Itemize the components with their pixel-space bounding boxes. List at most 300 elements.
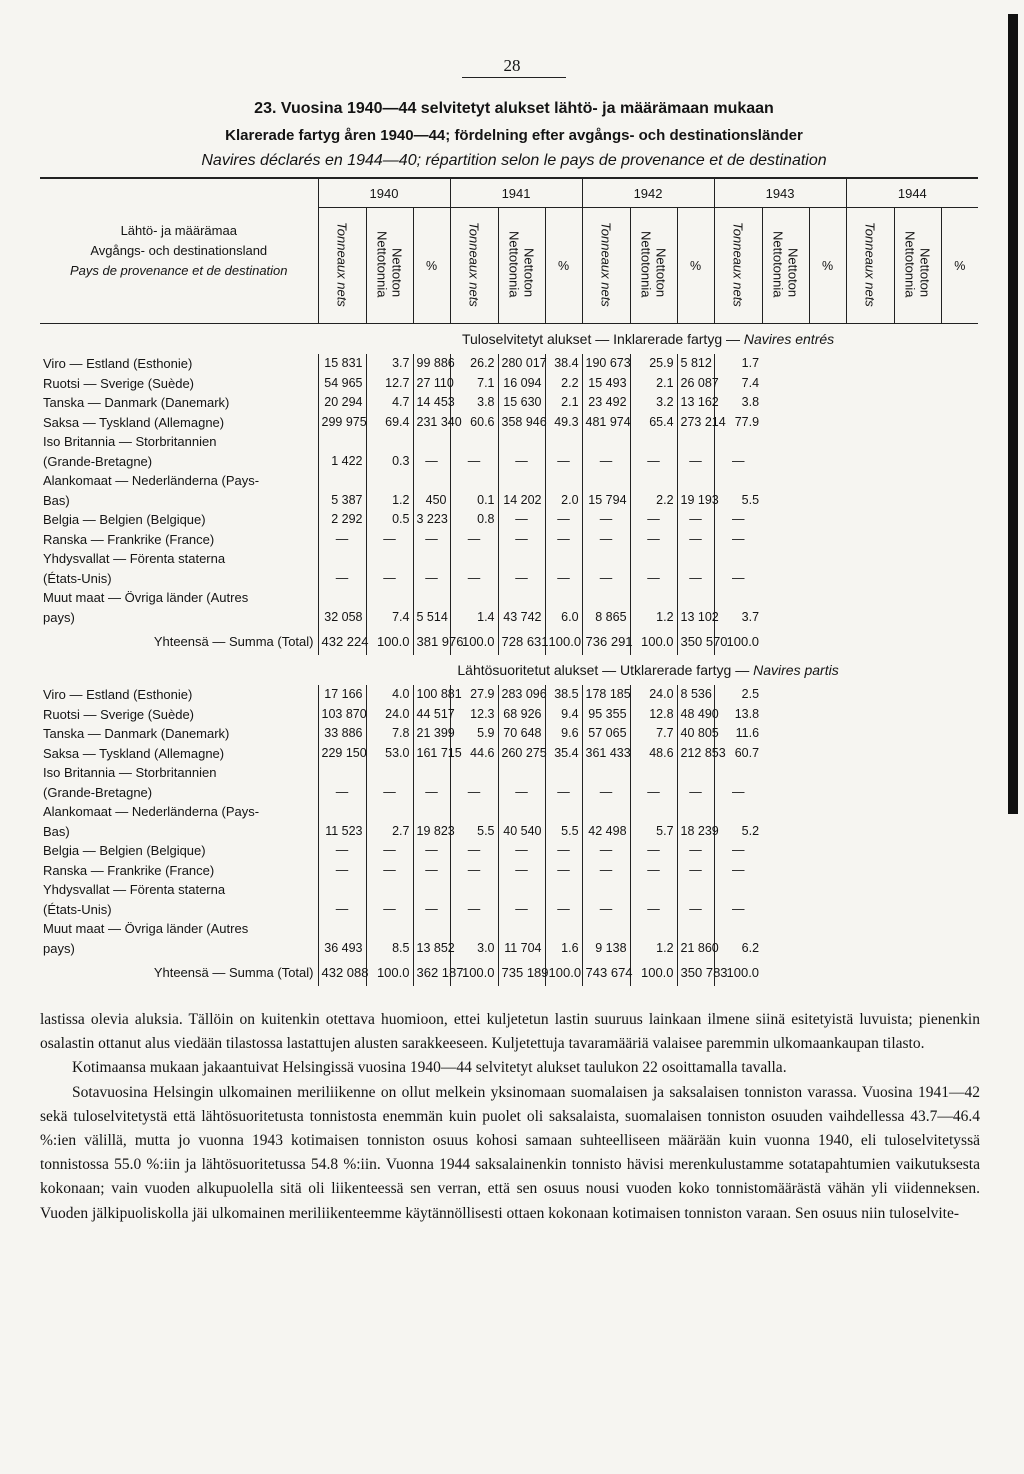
table-cell: —	[545, 900, 582, 920]
table-cell	[714, 802, 762, 822]
table-cell: 54 965	[318, 374, 366, 394]
row-label: (États-Unis)	[43, 570, 112, 586]
row-label: Iso Britannia — Storbritannien	[43, 765, 217, 780]
total-cell: 736 291	[582, 627, 630, 655]
table-cell: 95 355	[582, 705, 630, 725]
table-cell: 77.9	[714, 413, 762, 433]
table-cell	[714, 763, 762, 783]
row-label: Ranska — Frankrike (France)	[43, 531, 215, 547]
table-row	[40, 549, 978, 569]
table-cell	[366, 549, 413, 569]
table-cell: 273 214	[677, 413, 714, 433]
table-cell: 1.7	[714, 354, 762, 374]
table-head	[40, 178, 978, 324]
table-cell: —	[582, 861, 630, 881]
table-cell: 280 017	[498, 354, 545, 374]
table-cell	[545, 919, 582, 939]
table-title-french: Navires déclarés en 1944—40; répartition selon le pays de provenance et de destination	[201, 152, 827, 169]
table-cell: —	[318, 900, 366, 920]
table-row	[40, 413, 978, 433]
table-cell: 9.6	[545, 724, 582, 744]
row-label: Saksa — Tyskland (Allemagne)	[43, 745, 225, 761]
table-cell: —	[545, 530, 582, 550]
statistics-table	[40, 177, 978, 986]
table-cell: —	[450, 861, 498, 881]
year-header-1940: 1940	[318, 178, 450, 208]
table-cell: 1.2	[366, 491, 413, 511]
table-cell: 7.4	[714, 374, 762, 394]
year-header-1941: 1941	[450, 178, 582, 208]
table-cell: 2.7	[366, 822, 413, 842]
table-cell	[413, 549, 450, 569]
table-cell: 3.0	[450, 939, 498, 959]
table-cell	[714, 432, 762, 452]
section-title	[318, 324, 978, 355]
table-cell: —	[714, 900, 762, 920]
table-cell: 27.9	[450, 685, 498, 705]
table-cell: 8 865	[582, 608, 630, 628]
row-label: pays)	[43, 940, 75, 956]
table-cell: 190 673	[582, 354, 630, 374]
table-cell	[677, 802, 714, 822]
total-cell: 381 976	[413, 627, 450, 655]
col-nettotonnia-1943: NettotonniaNettoton	[762, 208, 809, 324]
table-cell: —	[413, 841, 450, 861]
paragraph-1: lastissa olevia aluksia. Tällöin on kuitenkin otettava huomioon, ettei kuljetetun lastin suuruus lainkaan ilmene siinä esitetyistä luvuista; pienenkin osalastin ottanut alus viedään tilastossa lastattujen alusten sarakkeeseen. Kuljetettuja tavaramääriä valaisee paremmin ulkomaankaupan tilasto.	[40, 1011, 980, 1053]
table-cell: 5.2	[714, 822, 762, 842]
table-cell	[318, 802, 366, 822]
table-cell: 16 094	[498, 374, 545, 394]
total-label: Yhteensä — Summa (Total)	[153, 964, 314, 980]
table-cell: —	[498, 841, 545, 861]
table-row	[40, 802, 978, 822]
table-cell: 5.7	[630, 822, 677, 842]
table-cell	[582, 919, 630, 939]
table-cell: 3.2	[630, 393, 677, 413]
table-row	[40, 783, 978, 803]
row-label: Yhdysvallat — Förenta staterna	[43, 882, 226, 897]
col-percent-1941: %	[545, 208, 582, 324]
table-cell: 40 805	[677, 724, 714, 744]
table-cell: 3 223	[413, 510, 450, 530]
table-cell: 7.7	[630, 724, 677, 744]
row-label: Yhdysvallat — Förenta staterna	[43, 551, 226, 566]
table-row	[40, 724, 978, 744]
table-cell	[450, 763, 498, 783]
table-cell	[677, 588, 714, 608]
total-cell: 743 674	[582, 958, 630, 986]
table-cell	[630, 919, 677, 939]
table-cell: —	[677, 569, 714, 589]
table-cell	[582, 802, 630, 822]
table-cell: 3.8	[714, 393, 762, 413]
table-cell	[450, 802, 498, 822]
table-cell: 11 704	[498, 939, 545, 959]
table-cell: —	[630, 900, 677, 920]
table-cell: 13 852	[413, 939, 450, 959]
table-cell	[450, 880, 498, 900]
table-cell: 13 102	[677, 608, 714, 628]
table-cell	[630, 432, 677, 452]
col-nettotonnia-1942: NettotonniaNettoton	[630, 208, 677, 324]
table-cell: 2.2	[630, 491, 677, 511]
table-cell	[318, 880, 366, 900]
row-label: Tanska — Danmark (Danemark)	[43, 395, 230, 410]
table-row	[40, 452, 978, 472]
table-cell: —	[630, 861, 677, 881]
table-cell: —	[413, 452, 450, 472]
page-number: 28	[503, 56, 521, 75]
table-row	[40, 685, 978, 705]
page-number-rule	[462, 77, 566, 78]
row-label: Belgia — Belgien (Belgique)	[43, 512, 206, 527]
table-cell: 178 185	[582, 685, 630, 705]
table-cell	[714, 471, 762, 491]
table-cell	[366, 588, 413, 608]
table-cell: —	[318, 861, 366, 881]
table-cell: —	[413, 861, 450, 881]
col-percent-1942: %	[677, 208, 714, 324]
table-row	[40, 841, 978, 861]
table-cell	[545, 588, 582, 608]
section-title	[318, 655, 978, 685]
table-cell: 3.7	[714, 608, 762, 628]
table-cell: 19 823	[413, 822, 450, 842]
table-row	[40, 919, 978, 939]
table-cell	[498, 471, 545, 491]
row-label: Muut maat — Övriga länder (Autres	[43, 921, 249, 936]
table-cell: 27 110	[413, 374, 450, 394]
table-cell: 38.5	[545, 685, 582, 705]
table-cell: 43 742	[498, 608, 545, 628]
table-cell: 49.3	[545, 413, 582, 433]
table-cell: —	[630, 841, 677, 861]
table-cell	[413, 763, 450, 783]
table-cell: 161 715	[413, 744, 450, 764]
table-cell	[498, 919, 545, 939]
table-cell: 4.7	[366, 393, 413, 413]
col-tonnage-1944: Tonneaux nets	[846, 208, 894, 324]
table-cell	[413, 802, 450, 822]
table-cell: 35.4	[545, 744, 582, 764]
col-nettotonnia-1941: NettotonniaNettoton	[498, 208, 545, 324]
table-cell: —	[714, 783, 762, 803]
table-cell: 103 870	[318, 705, 366, 725]
total-cell: 100.0	[630, 627, 677, 655]
table-cell: —	[714, 861, 762, 881]
table-cell: —	[450, 569, 498, 589]
table-cell: —	[450, 841, 498, 861]
table-cell: —	[498, 861, 545, 881]
table-cell	[366, 919, 413, 939]
table-cell: 24.0	[366, 705, 413, 725]
table-cell: 5 812	[677, 354, 714, 374]
table-cell: —	[498, 569, 545, 589]
row-label: Alankomaat — Nederländerna (Pays-	[43, 804, 260, 819]
table-cell: —	[366, 569, 413, 589]
table-cell: 26.2	[450, 354, 498, 374]
table-cell	[677, 763, 714, 783]
table-cell: 5.5	[545, 822, 582, 842]
table-cell: —	[366, 530, 413, 550]
table-cell: —	[677, 530, 714, 550]
table-cell	[450, 588, 498, 608]
stub-header	[40, 178, 318, 324]
table-cell: 19 193	[677, 491, 714, 511]
table-row	[40, 861, 978, 881]
table-cell: —	[498, 510, 545, 530]
table-cell: 5 514	[413, 608, 450, 628]
table-cell: 5.9	[450, 724, 498, 744]
table-cell: —	[545, 452, 582, 472]
table-cell: 48.6	[630, 744, 677, 764]
table-cell: 60.6	[450, 413, 498, 433]
table-row	[40, 393, 978, 413]
table-cell: 1.4	[450, 608, 498, 628]
stub-header-finnish: Lähtö- ja määrämaa	[120, 223, 237, 238]
table-cell	[677, 880, 714, 900]
table-row	[40, 374, 978, 394]
table-row	[40, 822, 978, 842]
table-row	[40, 608, 978, 628]
table-cell	[498, 802, 545, 822]
table-cell: —	[413, 783, 450, 803]
table-row	[40, 939, 978, 959]
row-label: pays)	[43, 609, 75, 625]
paragraph-3: Sotavuosina Helsingin ulkomainen meriliikenne on ollut melkein yksinomaan suomalaisen ja saksalaisen tonniston varassa. Vuosina 1941—42 sekä tuloselvitetystä että lähtösuoritetusta tonnistosta enemmän kuin puolet oli saksalaista, suomalaisen tonniston osuuden vaihdellessa 43.7—46.4 %:ien välillä, mutta jo vuonna 1943 kotimaisen tonniston osuus kohosi samaan suhteelliseen määrään kuin vuonna 1940, eli tuloselvitetyssä tonnistossa 55.0 %:iin ja lähtösuoritetussa 54.8 %:iin. Vuonna 1944 saksalainenkin tonnisto hävisi merenkulustamme sotatapahtumien vaikutuksesta kokonaan; vain vuoden alkupuolella sitä oli liikenteessä sen verran, että sen osuus nousi vuoden koko tonnistomäärästä vähän yli viidenneksen. Vuoden jälkipuoliskolla jäi ulkomainen meriliikenteemme käytännöllisesti ottaen kokonaan kotimaisen tonniston varaan. Sen osuus niin tuloselvite-	[40, 1083, 980, 1222]
table-cell	[582, 549, 630, 569]
table-cell	[714, 549, 762, 569]
col-tonnage-1943: Tonneaux nets	[714, 208, 762, 324]
table-cell	[677, 432, 714, 452]
table-cell: 6.2	[714, 939, 762, 959]
table-cell	[630, 880, 677, 900]
table-cell: 5.5	[450, 822, 498, 842]
row-label: Ruotsi — Sverige (Suède)	[43, 706, 195, 722]
table-cell	[714, 919, 762, 939]
table-cell: —	[413, 900, 450, 920]
table-cell: —	[714, 452, 762, 472]
row-label: (Grande-Bretagne)	[43, 784, 153, 800]
table-cell: 1.2	[630, 939, 677, 959]
table-cell: —	[450, 900, 498, 920]
table-row	[40, 880, 978, 900]
section-title-swedish: Inklarerade fartyg	[613, 331, 723, 347]
scan-edge-bar	[1008, 14, 1018, 814]
row-label: Saksa — Tyskland (Allemagne)	[43, 414, 225, 430]
table-cell: 100 881	[413, 685, 450, 705]
table-cell	[366, 471, 413, 491]
table-cell	[450, 471, 498, 491]
table-cell: 68 926	[498, 705, 545, 725]
table-cell: 9 138	[582, 939, 630, 959]
table-row	[40, 900, 978, 920]
total-cell: 728 631	[498, 627, 545, 655]
table-cell	[630, 588, 677, 608]
table-cell: 40 540	[498, 822, 545, 842]
table-cell: 361 433	[582, 744, 630, 764]
table-cell	[318, 549, 366, 569]
table-cell: 212 853	[677, 744, 714, 764]
total-row	[40, 627, 978, 655]
table-cell	[366, 432, 413, 452]
section-dash: —	[722, 331, 744, 347]
table-cell: 2.0	[545, 491, 582, 511]
table-cell: —	[714, 510, 762, 530]
table-cell: 11 523	[318, 822, 366, 842]
table-cell: —	[413, 530, 450, 550]
row-label: (Grande-Bretagne)	[43, 453, 153, 469]
row-label: Ruotsi — Sverige (Suède)	[43, 375, 195, 391]
row-label: Ranska — Frankrike (France)	[43, 862, 215, 878]
table-cell: —	[366, 841, 413, 861]
table-cell: 65.4	[630, 413, 677, 433]
table-cell: 57 065	[582, 724, 630, 744]
table-cell: —	[545, 841, 582, 861]
table-cell: 2.2	[545, 374, 582, 394]
table-cell	[366, 763, 413, 783]
table-cell	[582, 588, 630, 608]
total-cell: 100.0	[714, 627, 762, 655]
table-cell: —	[630, 569, 677, 589]
table-cell	[318, 588, 366, 608]
table-cell	[318, 919, 366, 939]
table-cell: 1 422	[318, 452, 366, 472]
table-cell: —	[450, 530, 498, 550]
table-cell: —	[714, 569, 762, 589]
table-cell: 6.0	[545, 608, 582, 628]
table-cell: 26 087	[677, 374, 714, 394]
table-row	[40, 569, 978, 589]
table-cell	[545, 471, 582, 491]
table-cell: 0.3	[366, 452, 413, 472]
table-cell: 21 399	[413, 724, 450, 744]
table-cell: 4.0	[366, 685, 413, 705]
table-cell	[630, 549, 677, 569]
table-cell	[630, 802, 677, 822]
table-cell: 8.5	[366, 939, 413, 959]
table-cell: 21 860	[677, 939, 714, 959]
table-cell	[545, 763, 582, 783]
table-cell	[413, 588, 450, 608]
table-cell	[450, 432, 498, 452]
total-cell: 350 783	[677, 958, 714, 986]
table-cell	[630, 763, 677, 783]
table-cell	[545, 432, 582, 452]
table-cell: 18 239	[677, 822, 714, 842]
row-label: Viro — Estland (Esthonie)	[43, 687, 193, 702]
table-title-swedish: Klarerade fartyg åren 1940—44; fördelning efter avgångs- och destinationsländer	[225, 127, 803, 144]
table-cell	[714, 588, 762, 608]
section-title-french: Navires entrés	[743, 331, 835, 347]
table-row	[40, 491, 978, 511]
table-cell	[450, 919, 498, 939]
table-cell: —	[677, 783, 714, 803]
table-cell	[545, 880, 582, 900]
stub-header-swedish: Avgångs- och destinationsland	[90, 243, 268, 258]
table-cell	[498, 880, 545, 900]
table-cell: 5 387	[318, 491, 366, 511]
table-cell: 299 975	[318, 413, 366, 433]
table-cell: 20 294	[318, 393, 366, 413]
table-cell: —	[318, 783, 366, 803]
table-cell: —	[582, 530, 630, 550]
table-cell	[498, 763, 545, 783]
row-label: (États-Unis)	[43, 901, 112, 917]
table-cell: 11.6	[714, 724, 762, 744]
row-label: Bas)	[43, 823, 70, 839]
section-header-row	[40, 655, 978, 685]
section-dash: —	[598, 662, 621, 678]
section-header-row	[40, 324, 978, 355]
table-cell: 53.0	[366, 744, 413, 764]
table-cell: 2.1	[545, 393, 582, 413]
total-label: Yhteensä — Summa (Total)	[153, 633, 314, 649]
row-label: Alankomaat — Nederländerna (Pays-	[43, 473, 260, 488]
table-cell: 260 275	[498, 744, 545, 764]
table-cell: —	[318, 569, 366, 589]
total-row	[40, 958, 978, 986]
total-cell: 100.0	[545, 627, 582, 655]
table-cell: —	[630, 783, 677, 803]
table-cell	[498, 588, 545, 608]
table-cell: 69.4	[366, 413, 413, 433]
table-cell: —	[450, 452, 498, 472]
table-cell: —	[582, 900, 630, 920]
table-cell: 283 096	[498, 685, 545, 705]
table-row	[40, 763, 978, 783]
table-cell: 13.8	[714, 705, 762, 725]
table-cell: 99 886	[413, 354, 450, 374]
table-cell: 0.1	[450, 491, 498, 511]
table-cell: —	[413, 569, 450, 589]
table-cell	[582, 432, 630, 452]
table-cell	[714, 880, 762, 900]
col-nettotonnia-1944: NettotonniaNettoton	[894, 208, 941, 324]
table-cell: —	[582, 783, 630, 803]
table-cell	[582, 471, 630, 491]
table-cell: —	[545, 510, 582, 530]
col-tonnage-1941: Tonneaux nets	[450, 208, 498, 324]
table-cell: 1.2	[630, 608, 677, 628]
table-cell: 7.4	[366, 608, 413, 628]
table-cell: 15 831	[318, 354, 366, 374]
year-header-1944: 1944	[846, 178, 978, 208]
table-cell: —	[545, 861, 582, 881]
table-cell: —	[366, 900, 413, 920]
table-cell: —	[677, 900, 714, 920]
row-label: Tanska — Danmark (Danemark)	[43, 726, 230, 741]
table-cell: 17 166	[318, 685, 366, 705]
table-cell: 13 162	[677, 393, 714, 413]
table-cell: —	[630, 452, 677, 472]
table-cell: 3.7	[366, 354, 413, 374]
table-cell: —	[677, 452, 714, 472]
table-cell: 231 340	[413, 413, 450, 433]
year-header-1942: 1942	[582, 178, 714, 208]
table-cell: —	[677, 841, 714, 861]
table-cell	[413, 880, 450, 900]
table-cell: —	[318, 841, 366, 861]
row-label: Muut maat — Övriga länder (Autres	[43, 590, 249, 605]
table-cell: 0.8	[450, 510, 498, 530]
table-cell: 25.9	[630, 354, 677, 374]
table-cell: 0.5	[366, 510, 413, 530]
table-cell: 15 794	[582, 491, 630, 511]
col-nettotonnia-1940: NettotonniaNettoton	[366, 208, 413, 324]
table-cell: 60.7	[714, 744, 762, 764]
total-cell: 100.0	[366, 627, 413, 655]
